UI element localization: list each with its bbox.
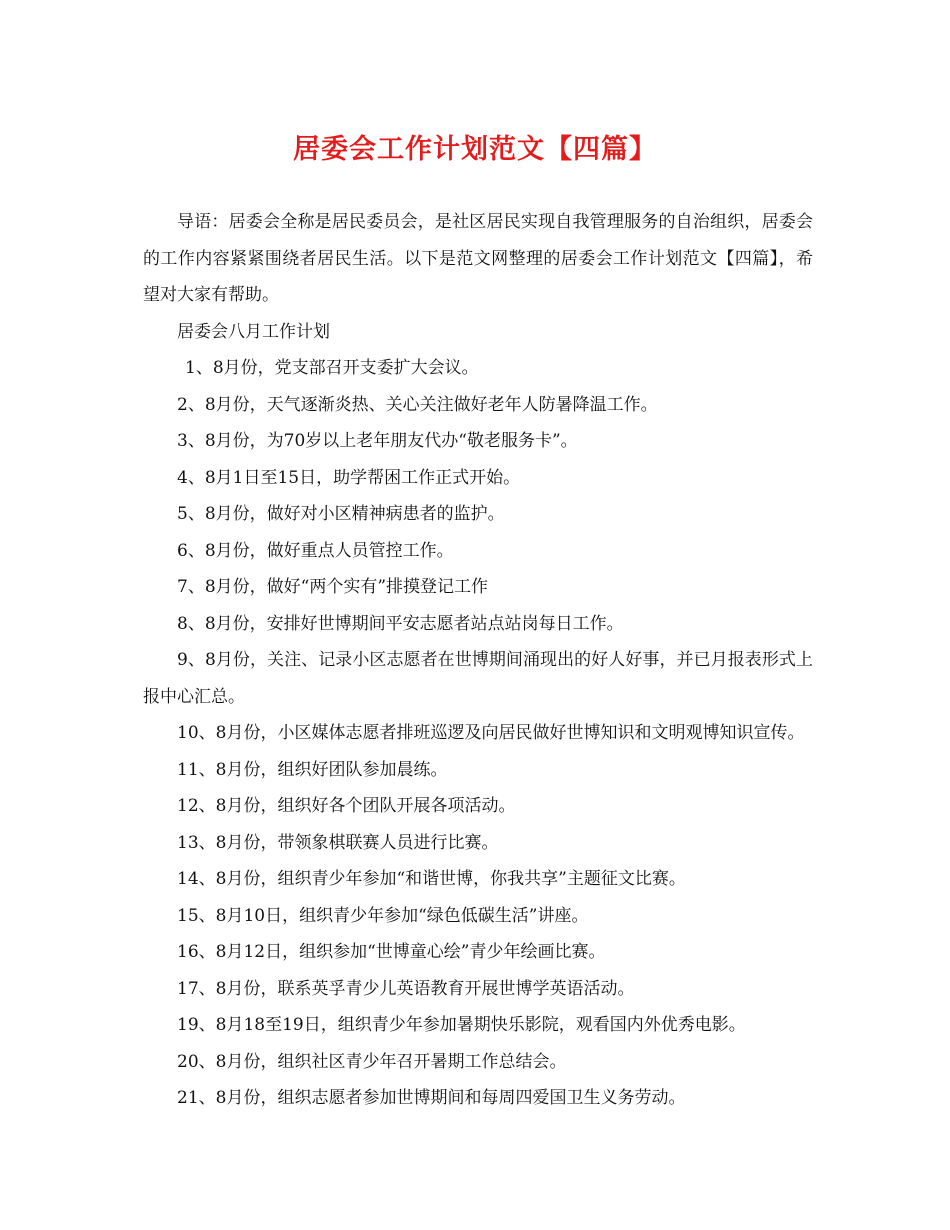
intro-paragraph: 导语：居委会全称是居民委员会，是社区居民实现自我管理服务的自治组织，居委会的工作内容紧紧围绕者居民生活。以下是范文网整理的居委会工作计划范文【四篇】，希望对大家有帮助。 [143,212,813,305]
list-item: 3、8月份，为70岁以上老年朋友代办“敬老服务卡”。 [177,431,578,451]
list-item: 14、8月份，组织青少年参加“和谐世博，你我共享”主题征文比赛。 [177,869,686,889]
document-title: 居委会工作计划范文【四篇】 [293,134,657,165]
list-item: 4、8月1日至15日，助学帮困工作正式开始。 [177,467,521,488]
list-item: 11、8月份，组织好团队参加晨练。 [177,759,448,780]
list-item: 5、8月份，做好对小区精神病患者的监护。 [177,504,505,524]
list-item: 20、8月份，组织社区青少年召开暑期工作总结会。 [177,1051,567,1072]
list-item: 9、8月份，关注、记录小区志愿者在世博期间涌现出的好人好事，并已月报表形式上报中心汇总。 [143,650,813,707]
document-body [143,204,813,1117]
section-heading: 居委会八月工作计划 [177,321,330,342]
list-item: 21、8月份，组织志愿者参加世博期间和每周四爱国卫生义务劳动。 [177,1088,686,1108]
list-item: 12、8月份，组织好各个团队开展各项活动。 [177,796,516,816]
list-item: 17、8月份，联系英孚青少儿英语教育开展世博学英语活动。 [177,978,635,999]
list-item: 15、8月10日，组织青少年参加“绿色低碳生活”讲座。 [177,905,589,926]
list-item: 13、8月份，带领象棋联赛人员进行比赛。 [177,832,499,853]
list-item: 16、8月12日，组织参加“世博童心绘”青少年绘画比赛。 [177,942,606,962]
list-item: 10、8月份，小区媒体志愿者排班巡逻及向居民做好世博知识和文明观博知识宣传。 [177,723,805,743]
list-item: 8、8月份，安排好世博期间平安志愿者站点站岗每日工作。 [177,613,624,634]
list-item: 19、8月18至19日，组织青少年参加暑期快乐影院，观看国内外优秀电影。 [177,1015,746,1035]
list-item: 6、8月份，做好重点人员管控工作。 [177,540,454,561]
list-item: 7、8月份，做好“两个实有”排摸登记工作 [177,577,489,597]
list-item: 2、8月份，天气逐渐炎热、关心关注做好老年人防暑降温工作。 [177,394,658,415]
list-item: 1、8月份，党支部召开支委扩大会议。 [185,358,479,378]
